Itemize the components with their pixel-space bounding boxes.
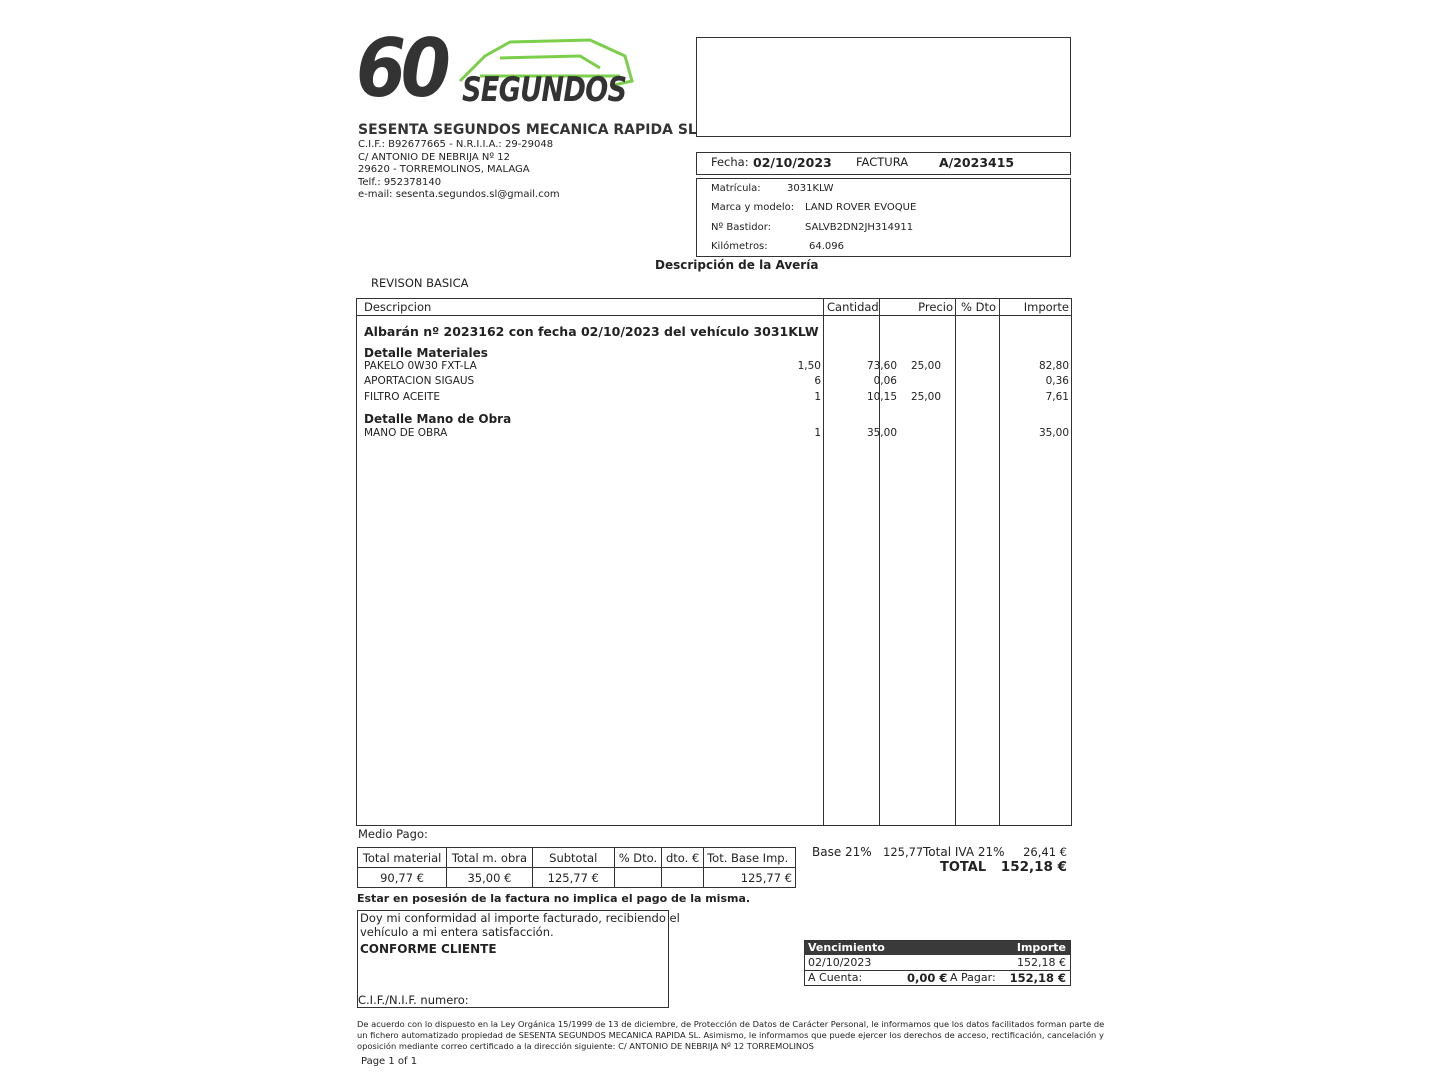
footer-line: oposición mediante correo certificado a la dirección siguiente: C/ ANTONIO DE NEBRIJA Nº 12 TORREMOLINOS	[357, 1041, 814, 1051]
company-email: e-mail: sesenta.segundos.sl@gmail.com	[358, 189, 560, 200]
line-qty: 6	[814, 375, 821, 387]
averia-title: Descripción de la Avería	[655, 258, 819, 272]
line-price: 0,06	[873, 375, 897, 387]
albaran-line: Albarán nº 2023162 con fecha 02/10/2023 del vehículo 3031KLW	[364, 324, 819, 339]
line-price: 73,60	[866, 360, 897, 372]
line-amount: 35,00	[1038, 427, 1069, 439]
line-price: 35,00	[866, 427, 897, 439]
conformity-title: CONFORME CLIENTE	[360, 942, 497, 956]
line-desc: FILTRO ACEITE	[364, 391, 440, 403]
col-header-precio: Precio	[918, 300, 953, 314]
a-cuenta-label: A Cuenta:	[808, 971, 863, 984]
due-table	[804, 940, 1071, 986]
privacy-footer	[357, 1019, 1104, 1052]
line-price: 10,15	[866, 391, 897, 403]
totals-header: Total material	[358, 848, 447, 868]
totals-value: 125,77 €	[704, 868, 796, 888]
fecha-label: Fecha:	[711, 155, 749, 169]
vehicle-value: SALVB2DN2JH314911	[805, 222, 914, 233]
base-label: Base 21%	[812, 845, 872, 859]
total-label: TOTAL	[940, 860, 987, 875]
totals-header: Total m. obra	[447, 848, 533, 868]
company-address: C/ ANTONIO DE NEBRIJA Nº 12	[358, 152, 510, 163]
company-cif: C.I.F.: B92677665 - N.R.I.I.A.: 29-29048	[358, 139, 554, 150]
invoice-type: FACTURA	[856, 155, 909, 169]
vehicle-label: Nº Bastidor:	[711, 222, 772, 233]
footer-line: un fichero automatizado propiedad de SESENTA SEGUNDOS MECANICA RAPIDA SL. Asimismo, le informamos que puede ejercer los derechos de acceso, rectificación, cancelación y	[357, 1030, 1104, 1040]
conformity-text: vehículo a mi entera satisfacción.	[360, 925, 554, 939]
a-cuenta-value: 0,00 €	[907, 971, 948, 985]
col-header-descripcion: Descripcion	[364, 300, 432, 314]
conformity-text: Doy mi conformidad al importe facturado, recibiendo el	[360, 911, 680, 925]
totals-header: Subtotal	[532, 848, 614, 868]
company-name: SESENTA SEGUNDOS MECANICA RAPIDA SL	[358, 122, 697, 138]
base-value: 125,77	[883, 845, 924, 859]
totals-header: % Dto.	[614, 848, 661, 868]
logo-word: SEGUNDOS	[462, 70, 627, 110]
line-desc: MANO DE OBRA	[364, 427, 448, 439]
medio-pago-label: Medio Pago:	[358, 827, 428, 841]
conformity-box	[357, 910, 680, 1008]
vehicle-value: 3031KLW	[787, 183, 834, 194]
totals-table	[357, 847, 796, 888]
totals-value: 90,77 €	[358, 868, 447, 888]
total-value: 152,18 €	[1000, 859, 1067, 875]
line-desc: APORTACION SIGAUS	[364, 375, 475, 387]
line-desc: PAKELO 0W30 FXT-LA	[364, 360, 477, 372]
vehicle-label: Kilómetros:	[711, 241, 768, 252]
invoice-header-box	[696, 152, 1071, 175]
averia-text: REVISON BASICA	[371, 276, 469, 290]
mano-title: Detalle Mano de Obra	[364, 412, 512, 426]
a-pagar-label: A Pagar:	[950, 971, 996, 984]
line-dto: 25,00	[910, 391, 941, 403]
customer-address-box	[696, 37, 1071, 137]
vehicle-value: LAND ROVER EVOQUE	[805, 202, 917, 213]
totals-value: 125,77 €	[532, 868, 614, 888]
totals-header: Tot. Base Imp.	[704, 848, 796, 868]
due-date: 02/10/2023	[808, 956, 872, 969]
iva-label: Total IVA 21%	[923, 845, 1005, 859]
materiales-title: Detalle Materiales	[364, 346, 488, 360]
due-amount: 152,18 €	[1017, 956, 1066, 969]
payment-notice: Estar en posesión de la factura no implica el pago de la misma.	[357, 892, 751, 905]
vehicle-box	[696, 178, 1071, 257]
due-header-importe: Importe	[1016, 941, 1066, 954]
totals-value	[662, 868, 704, 888]
vehicle-value: 64.096	[809, 241, 844, 252]
iva-value: 26,41 €	[1023, 845, 1067, 859]
vehicle-label: Marca y modelo:	[711, 202, 795, 213]
logo-number: 60	[356, 22, 446, 115]
invoice-number: A/2023415	[939, 155, 1015, 170]
line-amount: 0,36	[1045, 375, 1069, 387]
line-dto: 25,00	[910, 360, 941, 372]
vehicle-label: Matrícula:	[711, 183, 761, 194]
line-qty: 1	[814, 391, 821, 403]
company-city: 29620 - TORREMOLINOS, MALAGA	[358, 164, 530, 175]
a-pagar-value: 152,18 €	[1009, 971, 1066, 985]
totals-value	[614, 868, 661, 888]
col-header-cantidad: Cantidad	[827, 300, 879, 314]
cif-field-label[interactable]: C.I.F./N.I.F. numero:	[358, 993, 469, 1007]
col-header-dto: % Dto	[961, 300, 996, 314]
invoice-date: 02/10/2023	[753, 155, 832, 170]
line-amount: 7,61	[1045, 391, 1069, 403]
company-phone: Telf.: 952378140	[358, 177, 442, 188]
footer-line: De acuerdo con lo dispuesto en la Ley Orgánica 15/1999 de 13 de diciembre, de Protección de Datos de Carácter Personal, le informamos que los datos facilitados forman parte de	[357, 1019, 1105, 1029]
totals-value: 35,00 €	[447, 868, 533, 888]
col-header-importe: Importe	[1023, 300, 1069, 314]
totals-header: dto. €	[662, 848, 704, 868]
line-qty: 1,50	[797, 360, 821, 372]
line-qty: 1	[814, 427, 821, 439]
due-header-vencimiento: Vencimiento	[808, 941, 885, 954]
lines-table	[356, 298, 1072, 826]
page-number: Page 1 of 1	[361, 1056, 418, 1067]
line-amount: 82,80	[1038, 360, 1069, 372]
